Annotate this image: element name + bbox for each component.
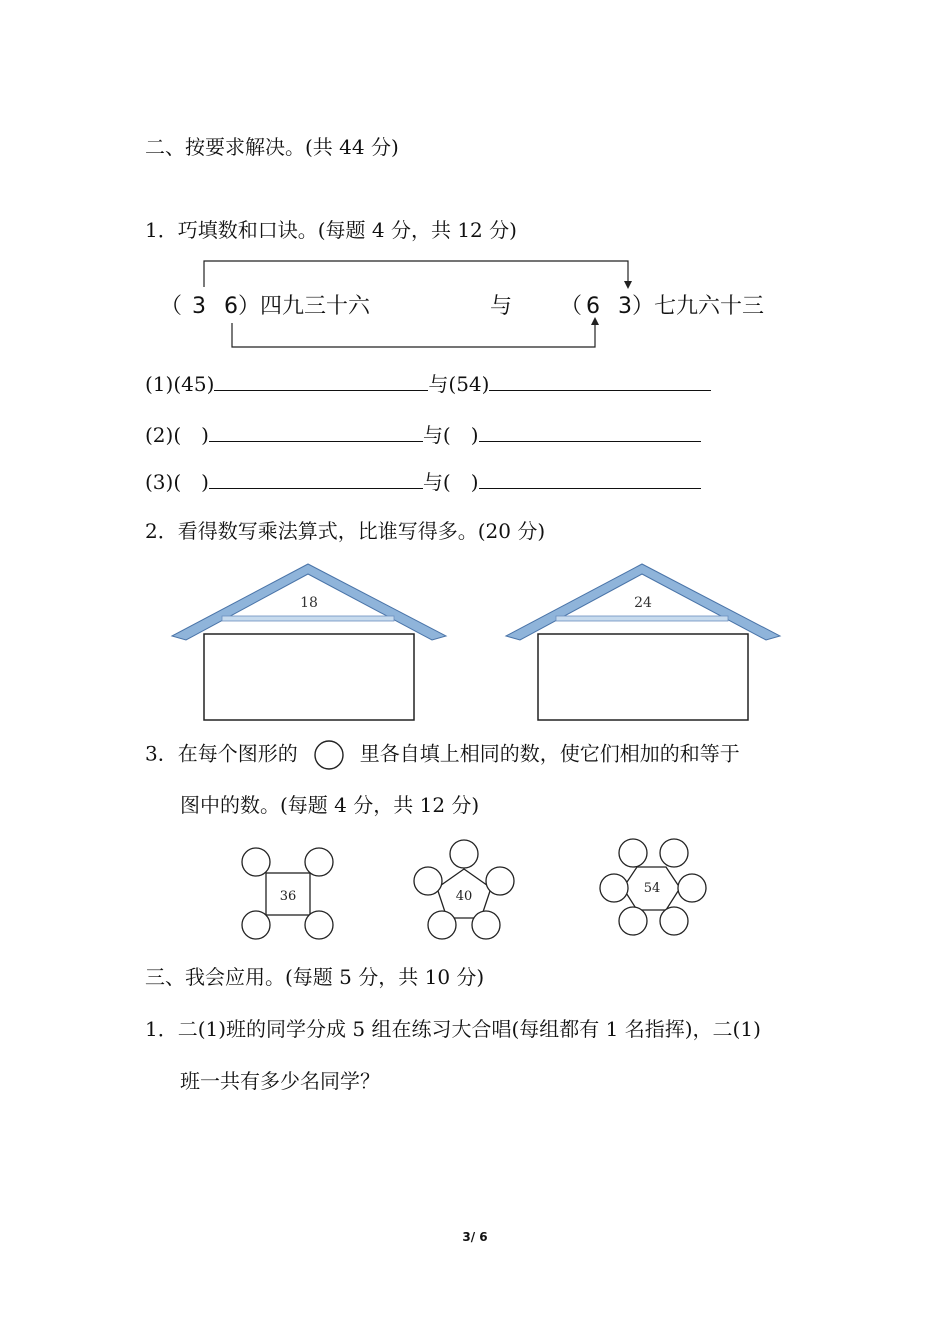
q1-row-3 [145, 468, 701, 495]
s3-q1-line-1: 1．二(1)班的同学分成 5 组在练习大合唱(每组都有 1 名指挥)，二(1) [145, 1017, 761, 1041]
example-open-paren-2: （ [560, 294, 583, 319]
q2-title: 2．看得数写乘法算式，比谁写得多。(20 分) [145, 519, 546, 543]
hexagon-number: 54 [643, 881, 661, 896]
row-1-answer-line-1[interactable] [214, 370, 428, 391]
row-2-left-label: (2)( ) [145, 423, 209, 447]
circle-icon [312, 740, 346, 770]
example-rhyme-2: ）七九六十三 [632, 294, 765, 319]
row-2-mid-label: 与( ) [422, 423, 479, 447]
square-number: 36 [279, 889, 297, 904]
row-2-answer-line-1[interactable] [209, 421, 423, 442]
example-connector: 与 [490, 294, 513, 319]
row-3-mid-label: 与( ) [422, 470, 479, 494]
row-1-answer-line-2[interactable] [489, 370, 711, 391]
row-3-answer-line-1[interactable] [209, 468, 423, 489]
section-2-heading: 二、按要求解决。(共 44 分) [145, 135, 399, 159]
example-digit-d: 3 [618, 294, 633, 319]
q3-title-line-2: 图中的数。(每题 4 分，共 12 分) [180, 793, 480, 817]
example-open-paren-1: （ [160, 294, 183, 319]
example-digit-a: 3 [192, 294, 207, 319]
example-rhyme-1: ）四九三十六 [238, 294, 371, 319]
q3-title-part-2: 里各自填上相同的数，使它们相加的和等于 [359, 741, 740, 766]
row-2-answer-line-2[interactable] [479, 421, 701, 442]
q1-example-diagram [160, 255, 800, 355]
q3-title-part-1: 3．在每个图形的 [145, 741, 298, 766]
houses-drawing [170, 560, 790, 730]
example-digit-c: 6 [586, 294, 601, 319]
row-1-left-label: (1)(45) [145, 372, 215, 396]
house-1 [172, 564, 446, 720]
q3-title-line-1 [145, 740, 740, 770]
house-2 [506, 564, 780, 720]
row-3-answer-line-2[interactable] [479, 468, 701, 489]
page-number: 3/ 6 [462, 1230, 488, 1244]
q1-row-1 [145, 370, 711, 397]
shapes-drawing [230, 835, 720, 945]
s3-q1-line-2: 班一共有多少名同学？ [180, 1069, 380, 1093]
section-3-heading: 三、我会应用。(每题 5 分，共 10 分) [145, 965, 485, 989]
house-1-number: 18 [300, 595, 318, 611]
q1-title: 1．巧填数和口诀。(每题 4 分，共 12 分) [145, 218, 517, 242]
row-1-mid-label: 与(54) [428, 372, 490, 396]
q2-houses [170, 560, 790, 730]
row-3-left-label: (3)( ) [145, 470, 209, 494]
q1-row-2 [145, 421, 701, 448]
house-2-number: 24 [634, 595, 652, 611]
example-digit-b: 6 [224, 294, 239, 319]
pentagon-number: 40 [455, 889, 473, 904]
q3-shapes [230, 835, 720, 945]
